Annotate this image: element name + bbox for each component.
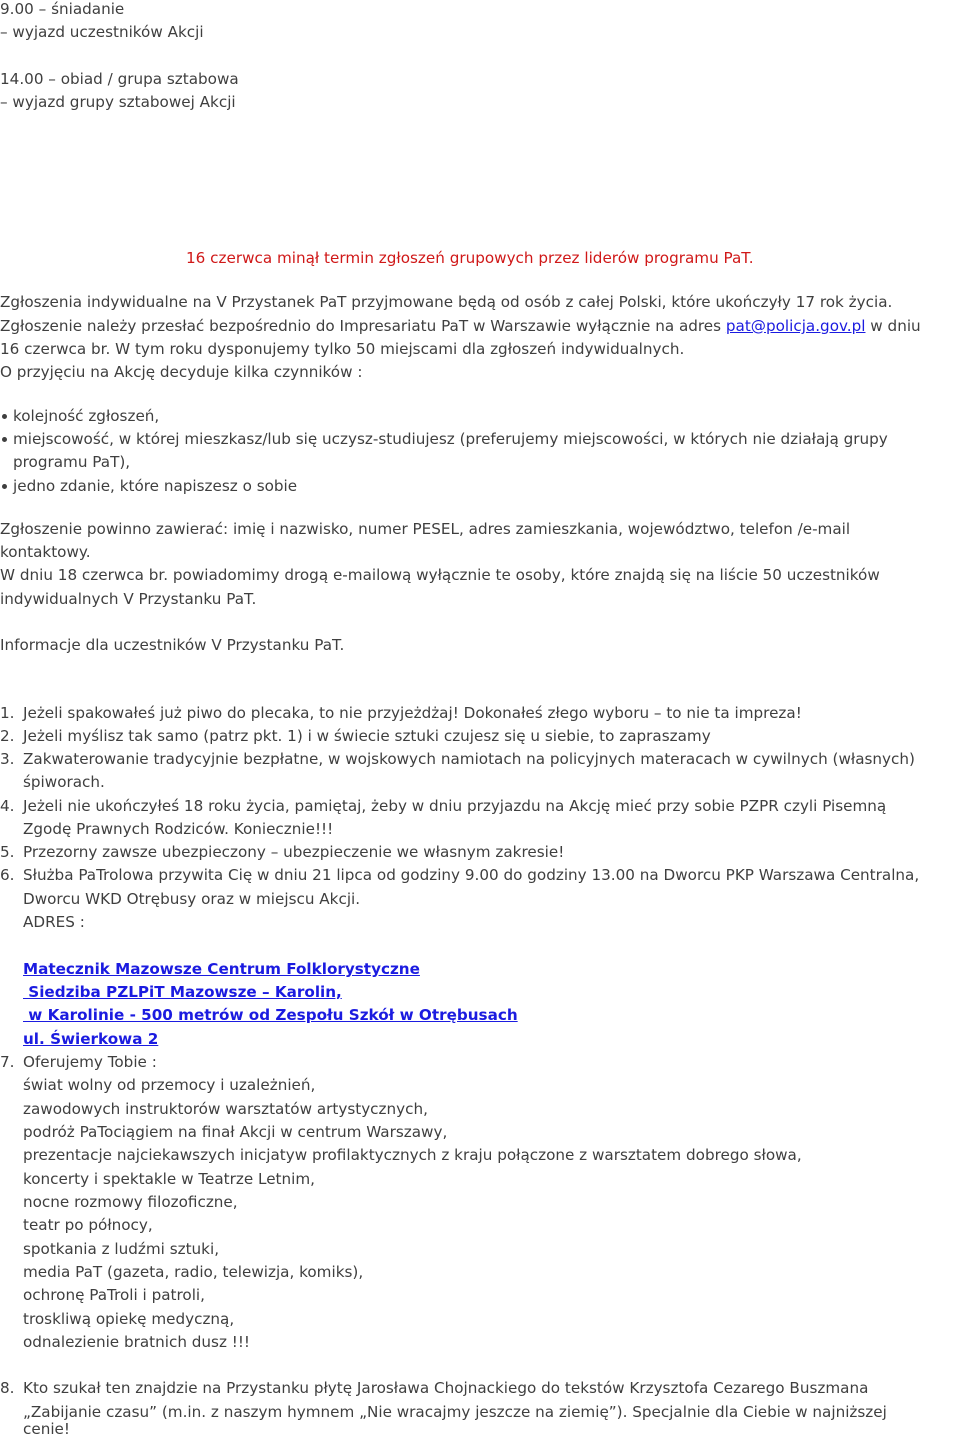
- item-text: Kto szukał ten znajdzie na Przystanku płytę Jarosława Chojnackiego do tekstów Krzysztofa Cezarego Buszmana: [23, 1379, 869, 1397]
- item-number: 8.: [0, 1379, 15, 1397]
- email-link[interactable]: pat@policja.gov.pl: [725, 317, 866, 335]
- offer-item: troskliwą opiekę medyczną,: [23, 1310, 235, 1328]
- list-item-continuation: programu PaT),: [13, 453, 131, 471]
- intro-paragraph: Zgłoszenia indywidualne na V Przystanek PaT przyjmowane będą od osób z całej Polski, które ukończyły 17 rok życia.: [0, 293, 893, 311]
- offer-item: spotkania z ludźmi sztuki,: [23, 1240, 220, 1258]
- item-text: cenie!: [23, 1420, 70, 1438]
- bullet-icon: [2, 437, 7, 442]
- requirements-text: kontaktowy.: [0, 543, 91, 561]
- item-number: 6.: [0, 866, 15, 884]
- offer-item: ochronę PaTroli i patroli,: [23, 1286, 205, 1304]
- schedule-line: – wyjazd uczestników Akcji: [0, 23, 204, 41]
- item-text: Jeżeli nie ukończyłeś 18 roku życia, pamiętaj, żeby w dniu przyjazdu na Akcję mieć przy sobie PZPR czyli Pisemną: [23, 797, 887, 815]
- offer-item: nocne rozmowy filozoficzne,: [23, 1193, 238, 1211]
- item-number: 2.: [0, 727, 15, 745]
- item-text: Zgodę Prawnych Rodziców. Koniecznie!!!: [23, 820, 334, 838]
- offer-item: media PaT (gazeta, radio, telewizja, komiks),: [23, 1263, 364, 1281]
- offer-item: świat wolny od przemocy i uzależnień,: [23, 1076, 316, 1094]
- address-link[interactable]: Matecznik Mazowsze Centrum Folklorystyczne: [23, 960, 420, 978]
- offer-item: koncerty i spektakle w Teatrze Letnim,: [23, 1170, 315, 1188]
- list-item: jedno zdanie, które napiszesz o sobie: [13, 477, 298, 495]
- schedule-line: 14.00 – obiad / grupa sztabowa: [0, 70, 239, 88]
- item-text: śpiworach.: [23, 773, 105, 791]
- item-number: 3.: [0, 750, 15, 768]
- item-text: Dworcu WKD Otrębusy oraz w miejscu Akcji.: [23, 890, 361, 908]
- offer-item: teatr po północy,: [23, 1216, 153, 1234]
- intro-text: Zgłoszenie należy przesłać bezpośrednio do Impresariatu PaT w Warszawie wyłącznie na adres: [0, 317, 726, 335]
- address-link[interactable]: w Karolinie - 500 metrów od Zespołu Szkół w Otrębusach: [23, 1006, 518, 1024]
- item-text: Jeżeli spakowałeś już piwo do plecaka, to nie przyjeżdżaj! Dokonałeś złego wyboru – to nie ta impreza!: [23, 704, 802, 722]
- item-text: Przezorny zawsze ubezpieczony – ubezpieczenie we własnym zakresie!: [23, 843, 565, 861]
- requirements-text: indywidualnych V Przystanku PaT.: [0, 590, 257, 608]
- requirements-text: Zgłoszenie powinno zawierać: imię i nazwisko, numer PESEL, adres zamieszkania, województwo, telefon /e-mail: [0, 520, 851, 538]
- intro-paragraph: [0, 315, 921, 338]
- item-text: Zakwaterowanie tradycyjnie bezpłatne, w wojskowych namiotach na policyjnych materacach w cywilnych (własnych): [23, 750, 915, 768]
- address-link[interactable]: ul. Świerkowa 2: [23, 1030, 159, 1048]
- list-item: miejscowość, w której mieszkasz/lub się uczysz-studiujesz (preferujemy miejscowości, w których nie działają grupy: [13, 430, 888, 448]
- item-number: 7.: [0, 1053, 15, 1071]
- address-link[interactable]: Siedziba PZLPiT Mazowsze – Karolin,: [23, 983, 342, 1001]
- item-text: Jeżeli myślisz tak samo (patrz pkt. 1) i w świecie sztuki czujesz się u siebie, to zapraszamy: [23, 727, 711, 745]
- offer-item: podróż PaTociągiem na finał Akcji w centrum Warszawy,: [23, 1123, 448, 1141]
- item-number: 4.: [0, 797, 15, 815]
- deadline-notice: 16 czerwca minął termin zgłoszeń grupowych przez liderów programu PaT.: [186, 249, 754, 267]
- info-heading: Informacje dla uczestników V Przystanku PaT.: [0, 636, 345, 654]
- item-text: Służba PaTrolowa przywita Cię w dniu 21 lipca od godziny 9.00 do godziny 13.00 na Dworcu PKP Warszawa Centralna,: [23, 866, 920, 884]
- item-text: Oferujemy Tobie :: [23, 1053, 157, 1071]
- offer-item: zawodowych instruktorów warsztatów artystycznych,: [23, 1100, 428, 1118]
- item-text: „Zabijanie czasu” (m.in. z naszym hymnem „Nie wracajmy jeszcze na ziemię”). Specjalnie dla Ciebie w najniższej: [23, 1403, 887, 1421]
- intro-paragraph: O przyjęciu na Akcję decyduje kilka czynników :: [0, 363, 363, 381]
- item-number: 1.: [0, 704, 15, 722]
- intro-text: w dniu: [865, 317, 921, 335]
- schedule-line: – wyjazd grupy sztabowej Akcji: [0, 93, 236, 111]
- offer-item: odnalezienie bratnich dusz !!!: [23, 1333, 251, 1351]
- schedule-line: 9.00 – śniadanie: [0, 0, 125, 18]
- list-item: kolejność zgłoszeń,: [13, 407, 160, 425]
- offer-item: prezentacje najciekawszych inicjatyw profilaktycznych z kraju połączone z warsztatem dobrego słowa,: [23, 1146, 802, 1164]
- requirements-text: W dniu 18 czerwca br. powiadomimy drogą e-mailową wyłącznie te osoby, które znajdą się na liście 50 uczestników: [0, 566, 880, 584]
- bullet-icon: [2, 484, 7, 489]
- intro-paragraph: 16 czerwca br. W tym roku dysponujemy tylko 50 miejscami dla zgłoszeń indywidualnych.: [0, 340, 685, 358]
- address-label: ADRES :: [23, 913, 85, 931]
- item-number: 5.: [0, 843, 15, 861]
- bullet-icon: [2, 414, 7, 419]
